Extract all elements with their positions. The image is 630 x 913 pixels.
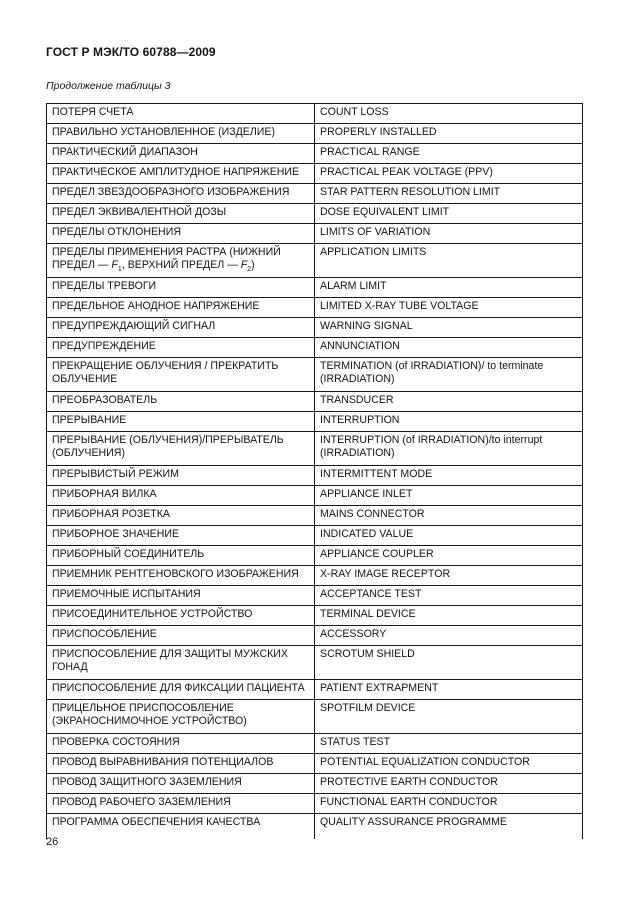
table-row — [47, 124, 583, 144]
term-ru-prefix: ПРЕДЕЛЫ ПРИМЕНЕНИЯ РАСТРА (НИЖНИЙ ПРЕДЕЛ — — [52, 246, 281, 271]
term-ru: ПРОВОД ВЫРАВНИВАНИЯ ПОТЕНЦИАЛОВ — [47, 754, 315, 774]
term-ru: ПРЕРЫВАНИЕ — [47, 412, 315, 432]
term-en: ANNUNCIATION — [315, 338, 583, 358]
term-en: COUNT LOSS — [315, 104, 583, 124]
term-en: SCROTUM SHIELD — [315, 646, 583, 680]
term-ru: ПРИЦЕЛЬНОЕ ПРИСПОСОБЛЕНИЕ (ЭКРАНОСНИМОЧНОЕ УСТРОЙСТВО) — [47, 700, 315, 734]
term-ru: ПРИЕМНИК РЕНТГЕНОВСКОГО ИЗОБРАЖЕНИЯ — [47, 566, 315, 586]
term-en: PROTECTIVE EARTH CONDUCTOR — [315, 774, 583, 794]
term-ru: ПРЕДЕЛ ЭКВИВАЛЕНТНОЙ ДОЗЫ — [47, 204, 315, 224]
table-row — [47, 466, 583, 486]
table-row — [47, 646, 583, 680]
term-en: STAR PATTERN RESOLUTION LIMIT — [315, 184, 583, 204]
term-ru: ПРИСОЕДИНИТЕЛЬНОЕ УСТРОЙСТВО — [47, 606, 315, 626]
term-en: TRANSDUCER — [315, 392, 583, 412]
term-en: QUALITY ASSURANCE PROGRAMME — [315, 814, 583, 840]
term-en: POTENTIAL EQUALIZATION CONDUCTOR — [315, 754, 583, 774]
term-en: INTERRUPTION — [315, 412, 583, 432]
table-row — [47, 412, 583, 432]
term-ru-suffix: ) — [251, 259, 255, 271]
term-ru: ПРЕКРАЩЕНИЕ ОБЛУЧЕНИЯ / ПРЕКРАТИТЬ ОБЛУЧЕНИЕ — [47, 358, 315, 392]
term-ru: ПРЕОБРАЗОВАТЕЛЬ — [47, 392, 315, 412]
table-row — [47, 338, 583, 358]
term-ru: ПРОГРАММА ОБЕСПЕЧЕНИЯ КАЧЕСТВА — [47, 814, 315, 840]
term-ru: ПРЕРЫВАНИЕ (ОБЛУЧЕНИЯ)/ПРЕРЫВАТЕЛЬ (ОБЛУЧЕНИЯ) — [47, 432, 315, 466]
term-ru: ПРАВИЛЬНО УСТАНОВЛЕННОЕ (ИЗДЕЛИЕ) — [47, 124, 315, 144]
table-row — [47, 546, 583, 566]
term-ru: ПРОВОД РАБОЧЕГО ЗАЗЕМЛЕНИЯ — [47, 794, 315, 814]
term-en: X-RAY IMAGE RECEPTOR — [315, 566, 583, 586]
term-ru: ПРИБОРНЫЙ СОЕДИНИТЕЛЬ — [47, 546, 315, 566]
table-row — [47, 432, 583, 466]
term-en: APPLICATION LIMITS — [315, 244, 583, 278]
term-en: LIMITS OF VARIATION — [315, 224, 583, 244]
term-ru: ПРИСПОСОБЛЕНИЕ ДЛЯ ФИКСАЦИИ ПАЦИЕНТА — [47, 680, 315, 700]
term-ru: ПРЕРЫВИСТЫЙ РЕЖИМ — [47, 466, 315, 486]
term-ru: ПРОВОД ЗАЩИТНОГО ЗАЗЕМЛЕНИЯ — [47, 774, 315, 794]
term-en: INTERMITTENT MODE — [315, 466, 583, 486]
term-en: SPOTFILM DEVICE — [315, 700, 583, 734]
table-row — [47, 144, 583, 164]
f-symbol: F — [111, 259, 118, 271]
term-ru — [47, 244, 315, 278]
term-en: ALARM LIMIT — [315, 278, 583, 298]
table-caption: Продолжение таблицы 3 — [46, 80, 171, 92]
table-row — [47, 506, 583, 526]
table-row — [47, 814, 583, 840]
table-row — [47, 298, 583, 318]
term-en: APPLIANCE INLET — [315, 486, 583, 506]
table-row — [47, 794, 583, 814]
term-ru: ПРИСПОСОБЛЕНИЕ — [47, 626, 315, 646]
table-row — [47, 586, 583, 606]
term-en: PRACTICAL RANGE — [315, 144, 583, 164]
table-row — [47, 606, 583, 626]
table-row — [47, 626, 583, 646]
term-ru: ПОТЕРЯ СЧЕТА — [47, 104, 315, 124]
term-en: MAINS CONNECTOR — [315, 506, 583, 526]
term-en: APPLIANCE COUPLER — [315, 546, 583, 566]
table-row — [47, 184, 583, 204]
table-row — [47, 358, 583, 392]
table-row — [47, 700, 583, 734]
term-en: PRACTICAL PEAK VOLTAGE (PPV) — [315, 164, 583, 184]
term-en: TERMINAL DEVICE — [315, 606, 583, 626]
term-en: TERMINATION (of IRRADIATION)/ to terminate (IRRADIATION) — [315, 358, 583, 392]
table-row — [47, 318, 583, 338]
table-row — [47, 566, 583, 586]
term-ru: ПРАКТИЧЕСКОЕ АМПЛИТУДНОЕ НАПРЯЖЕНИЕ — [47, 164, 315, 184]
term-en: STATUS TEST — [315, 734, 583, 754]
term-ru: ПРОВЕРКА СОСТОЯНИЯ — [47, 734, 315, 754]
term-en: PROPERLY INSTALLED — [315, 124, 583, 144]
table-row — [47, 224, 583, 244]
table-row — [47, 526, 583, 546]
table-row — [47, 680, 583, 700]
table-row — [47, 244, 583, 278]
term-ru: ПРЕДЕЛ ЗВЕЗДООБРАЗНОГО ИЗОБРАЖЕНИЯ — [47, 184, 315, 204]
term-ru-mid: , ВЕРХНИЙ ПРЕДЕЛ — — [121, 259, 241, 271]
term-ru: ПРЕДЕЛЬНОЕ АНОДНОЕ НАПРЯЖЕНИЕ — [47, 298, 315, 318]
f-subscript: 1 — [117, 266, 122, 274]
term-ru: ПРИБОРНАЯ ВИЛКА — [47, 486, 315, 506]
table-row — [47, 392, 583, 412]
f-symbol: F — [240, 259, 248, 271]
term-ru: ПРЕДЕЛЫ ОТКЛОНЕНИЯ — [47, 224, 315, 244]
table-row — [47, 164, 583, 184]
table-row — [47, 104, 583, 124]
term-ru: ПРЕДУПРЕЖДАЮЩИЙ СИГНАЛ — [47, 318, 315, 338]
term-en: LIMITED X-RAY TUBE VOLTAGE — [315, 298, 583, 318]
term-ru: ПРИБОРНАЯ РОЗЕТКА — [47, 506, 315, 526]
table-row — [47, 734, 583, 754]
term-en: INDICATED VALUE — [315, 526, 583, 546]
document-header: ГОСТ Р МЭК/ТО 60788—2009 — [46, 45, 216, 59]
table-row — [47, 278, 583, 298]
terms-table — [46, 103, 583, 839]
term-ru: ПРЕДУПРЕЖДЕНИЕ — [47, 338, 315, 358]
term-en: FUNCTIONAL EARTH CONDUCTOR — [315, 794, 583, 814]
term-ru: ПРИБОРНОЕ ЗНАЧЕНИЕ — [47, 526, 315, 546]
term-en: ACCESSORY — [315, 626, 583, 646]
table-row — [47, 486, 583, 506]
term-en: PATIENT EXTRAPMENT — [315, 680, 583, 700]
table-row — [47, 754, 583, 774]
f-subscript: 2 — [247, 266, 252, 274]
term-ru: ПРЕДЕЛЫ ТРЕВОГИ — [47, 278, 315, 298]
page-number: 26 — [46, 836, 59, 848]
term-ru: ПРАКТИЧЕСКИЙ ДИАПАЗОН — [47, 144, 315, 164]
term-ru: ПРИЕМОЧНЫЕ ИСПЫТАНИЯ — [47, 586, 315, 606]
term-ru: ПРИСПОСОБЛЕНИЕ ДЛЯ ЗАЩИТЫ МУЖСКИХ ГОНАД — [47, 646, 315, 680]
term-en: INTERRUPTION (of IRRADIATION)/to interrupt (IRRADIATION) — [315, 432, 583, 466]
table-row — [47, 774, 583, 794]
term-en: WARNING SIGNAL — [315, 318, 583, 338]
table-row — [47, 204, 583, 224]
term-en: ACCEPTANCE TEST — [315, 586, 583, 606]
term-en: DOSE EQUIVALENT LIMIT — [315, 204, 583, 224]
